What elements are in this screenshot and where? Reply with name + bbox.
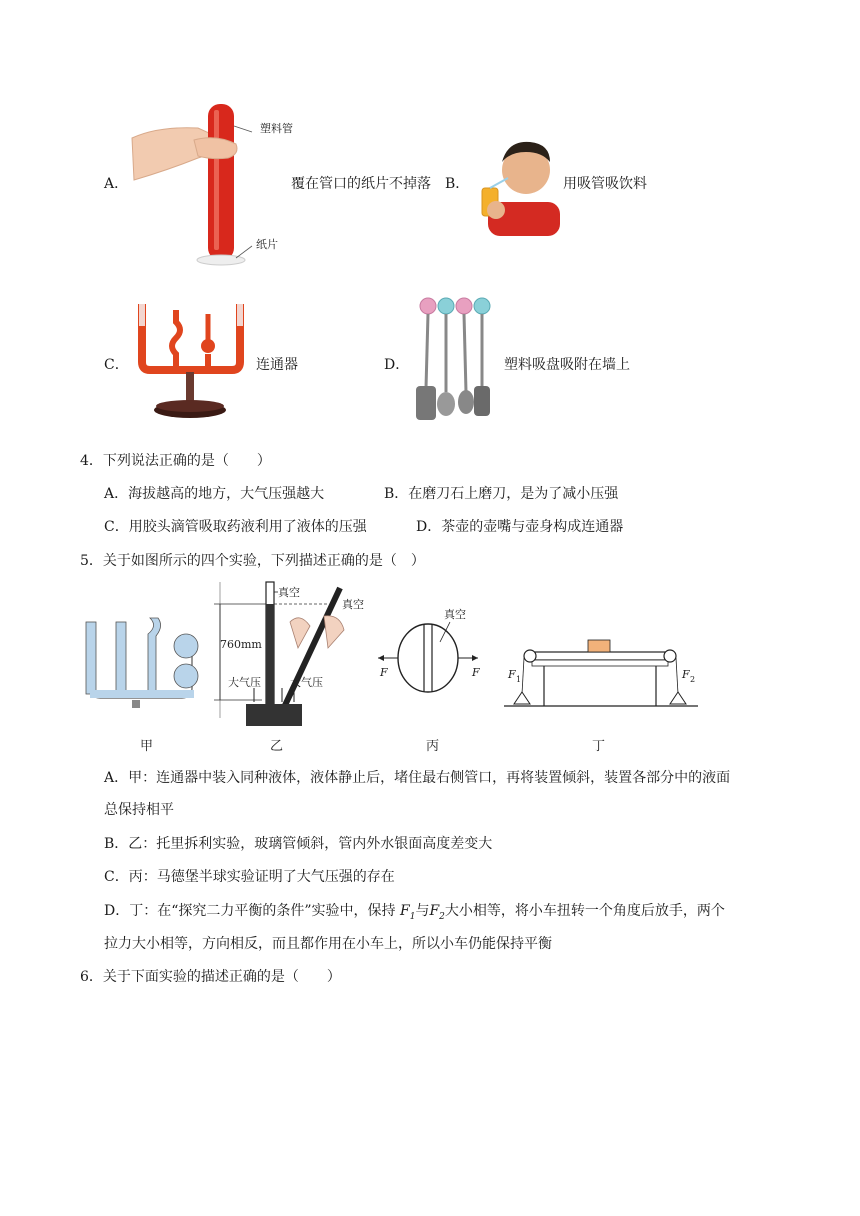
label-jia: 甲 — [140, 739, 154, 754]
label-760mm: 760mm — [220, 638, 262, 651]
connected-vessel-jia — [86, 618, 198, 754]
connected-vessel-figure — [134, 300, 248, 422]
label-force-left: F — [380, 666, 388, 679]
q4-option-b: B．在磨刀石上磨刀，是为了减小压强 — [384, 486, 619, 502]
label-vacuum-1: 真空 — [278, 586, 300, 599]
tube-label: 塑料管 — [260, 122, 293, 135]
paper-label: 纸片 — [256, 238, 278, 251]
q3-option-b-letter: B． — [445, 176, 470, 192]
torricelli-yi — [214, 582, 364, 754]
q3-option-d-caption: 塑料吸盘吸附在墙上 — [504, 357, 630, 373]
q3-option-c-caption: 连通器 — [256, 357, 298, 373]
q4-stem: 4．下列说法正确的是（ ） — [80, 453, 271, 469]
balance-ding — [504, 640, 698, 754]
q5-figure — [78, 578, 698, 758]
q3-option-b-caption: 用吸管吸饮料 — [563, 176, 647, 192]
q5-option-d-line1: D．丁：在“探究二力平衡的条件”实验中，保持 $F_1$与$F_2$大小相等，将小车扭转一个角度后放手，两个 — [104, 903, 725, 922]
q4-option-d: D．茶壶的壶嘴与壶身构成连通器 — [416, 519, 624, 535]
q6-stem: 6．关于下面实验的描述正确的是（ ） — [80, 969, 341, 985]
q5-option-a-line2: 总保持相平 — [104, 802, 174, 818]
label-bing: 丙 — [426, 739, 440, 754]
q3-option-d-letter: D． — [384, 357, 410, 373]
q5-stem: 5．关于如图所示的四个实验，下列描述正确的是（ ） — [80, 553, 425, 569]
label-f1-sub: 1 — [516, 675, 522, 684]
q5-option-d-line2: 拉力大小相等，方向相反，而且都作用在小车上，所以小车仍能保持平衡 — [104, 936, 552, 952]
label-f2: F — [682, 668, 690, 681]
label-yi: 乙 — [270, 739, 284, 754]
label-atm-1: 大气压 — [228, 676, 261, 689]
q4-option-c: C．用胶头滴管吸取药液利用了液体的压强 — [104, 519, 367, 535]
label-atm-2: 大气压 — [290, 676, 323, 689]
q5-option-c: C．丙：马德堡半球实验证明了大气压强的存在 — [104, 869, 395, 885]
suction-cup-figure — [414, 296, 494, 424]
label-force-right: F — [472, 666, 480, 679]
q4-option-a: A．海拔越高的地方，大气压强越大 — [104, 486, 325, 502]
q3-option-a-caption: 覆在管口的纸片不掉落 — [291, 176, 431, 192]
label-f2-sub: 2 — [690, 675, 696, 684]
q5-option-b: B．乙：托里拆利实验，玻璃管倾斜，管内外水银面高度差变大 — [104, 836, 493, 852]
q5-option-a-line1: A．甲：连通器中装入同种液体，液体静止后，堵住最右侧管口，再将装置倾斜，装置各部分中的液面 — [104, 770, 731, 786]
q3-option-a-letter: A． — [104, 176, 129, 192]
label-vacuum-2: 真空 — [342, 598, 364, 611]
label-f1: F — [508, 668, 516, 681]
label-vacuum-3: 真空 — [444, 608, 466, 621]
label-ding: 丁 — [592, 739, 606, 754]
boy-drinking-figure — [474, 132, 562, 236]
plastic-tube-figure — [128, 98, 298, 268]
magdeburg-bing — [378, 607, 480, 754]
q3-option-c-letter: C． — [104, 357, 129, 373]
